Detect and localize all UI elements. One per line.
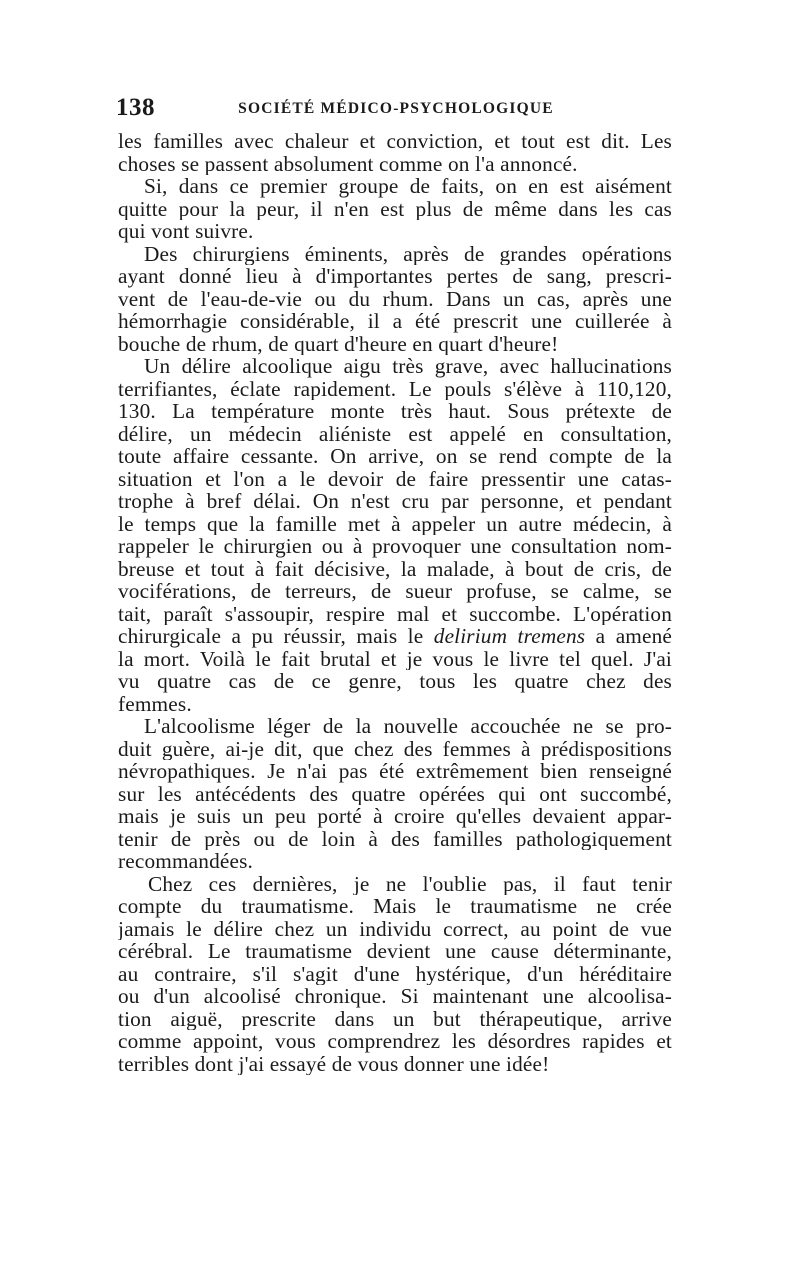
text-line: chirurgicale a pu réussir, mais le delirium tremens a amené xyxy=(118,625,672,648)
text-line: Des chirurgiens éminents, après de grandes opérations xyxy=(144,242,672,265)
text-line: sur les antécédents des quatre opérées qui ont succombé, xyxy=(118,782,672,805)
text-line: compte du traumatisme. Mais le traumatisme ne crée xyxy=(118,895,672,918)
text-line: névropathiques. Je n'ai pas été extrêmement bien renseigné xyxy=(118,760,672,783)
text-line: jamais le délire chez un individu correct, au point de vue xyxy=(118,917,672,940)
text-line: situation et l'on a le devoir de faire pressentir une catas- xyxy=(118,467,672,490)
text-line: les familles avec chaleur et conviction, et tout est dit. Les xyxy=(118,130,672,153)
text-line: recommandées. xyxy=(118,850,253,873)
text-line: duit guère, ai-je dit, que chez des femmes à prédispositions xyxy=(118,737,672,760)
text-line: choses se passent absolument comme on l'a annoncé. xyxy=(118,152,578,175)
text-line: vociférations, de terreurs, de sueur profuse, se calme, se xyxy=(118,580,672,603)
text-line: comme appoint, vous comprendrez les désordres rapides et xyxy=(118,1030,672,1053)
text-line: mais je suis un peu porté à croire qu'elles devaient appar- xyxy=(118,805,672,828)
page-number: 138 xyxy=(116,94,155,121)
text-line: hémorrhagie considérable, il a été prescrit une cuillerée à xyxy=(118,310,672,333)
text-line: tenir de près ou de loin à des familles pathologiquement xyxy=(118,827,672,850)
text-line: le temps que la famille met à appeler un autre médecin, à xyxy=(118,512,672,535)
text-line: vu quatre cas de ce genre, tous les quatre chez des xyxy=(118,670,672,693)
body-text xyxy=(118,130,672,1075)
text-line: Un délire alcoolique aigu très grave, avec hallucinations xyxy=(144,355,672,378)
text-line: breuse et tout à fait décisive, la malade, à bout de cris, de xyxy=(118,557,672,580)
text-line: ou d'un alcoolisé chronique. Si maintenant une alcoolisa- xyxy=(118,985,672,1008)
page-header xyxy=(116,94,676,124)
text-line: Si, dans ce premier groupe de faits, on en est aisément xyxy=(144,175,672,198)
text-line: vent de l'eau-de-vie ou du rhum. Dans un cas, après une xyxy=(118,287,672,310)
text-line: tion aiguë, prescrite dans un but thérapeutique, arrive xyxy=(118,1007,672,1030)
text-line: toute affaire cessante. On arrive, on se rend compte de la xyxy=(118,445,672,468)
text-line: Chez ces dernières, je ne l'oublie pas, il faut tenir xyxy=(148,872,672,895)
text-line: ayant donné lieu à d'importantes pertes de sang, prescri- xyxy=(118,265,672,288)
text-line: la mort. Voilà le fait brutal et je vous le livre tel quel. J'ai xyxy=(118,647,672,670)
text-line: bouche de rhum, de quart d'heure en quart d'heure! xyxy=(118,332,559,355)
text-line: tait, paraît s'assoupir, respire mal et succombe. L'opération xyxy=(118,602,672,625)
text-line: terrifiantes, éclate rapidement. Le pouls s'élève à 110,120, xyxy=(118,377,672,400)
text-line: trophe à bref délai. On n'est cru par personne, et pendant xyxy=(118,490,672,513)
text-line: L'alcoolisme léger de la nouvelle accouchée ne se pro- xyxy=(144,715,672,738)
text-line: quitte pour la peur, il n'en est plus de même dans les cas xyxy=(118,197,672,220)
text-line: délire, un médecin aliéniste est appelé en consultation, xyxy=(118,422,672,445)
text-line: terribles dont j'ai essayé de vous donner une idée! xyxy=(118,1052,550,1075)
text-line: cérébral. Le traumatisme devient une cause déterminante, xyxy=(118,940,672,963)
italic-term: delirium tremens xyxy=(433,625,586,648)
text-line: qui vont suivre. xyxy=(118,220,254,243)
text-line: femmes. xyxy=(118,692,192,715)
running-title: SOCIÉTÉ MÉDICO-PSYCHOLOGIQUE xyxy=(238,100,554,117)
text-line: au contraire, s'il s'agit d'une hystérique, d'un héréditaire xyxy=(118,962,672,985)
text-line: 130. La température monte très haut. Sous prétexte de xyxy=(118,400,672,423)
text-line: rappeler le chirurgien ou à provoquer une consultation nom- xyxy=(118,535,672,558)
